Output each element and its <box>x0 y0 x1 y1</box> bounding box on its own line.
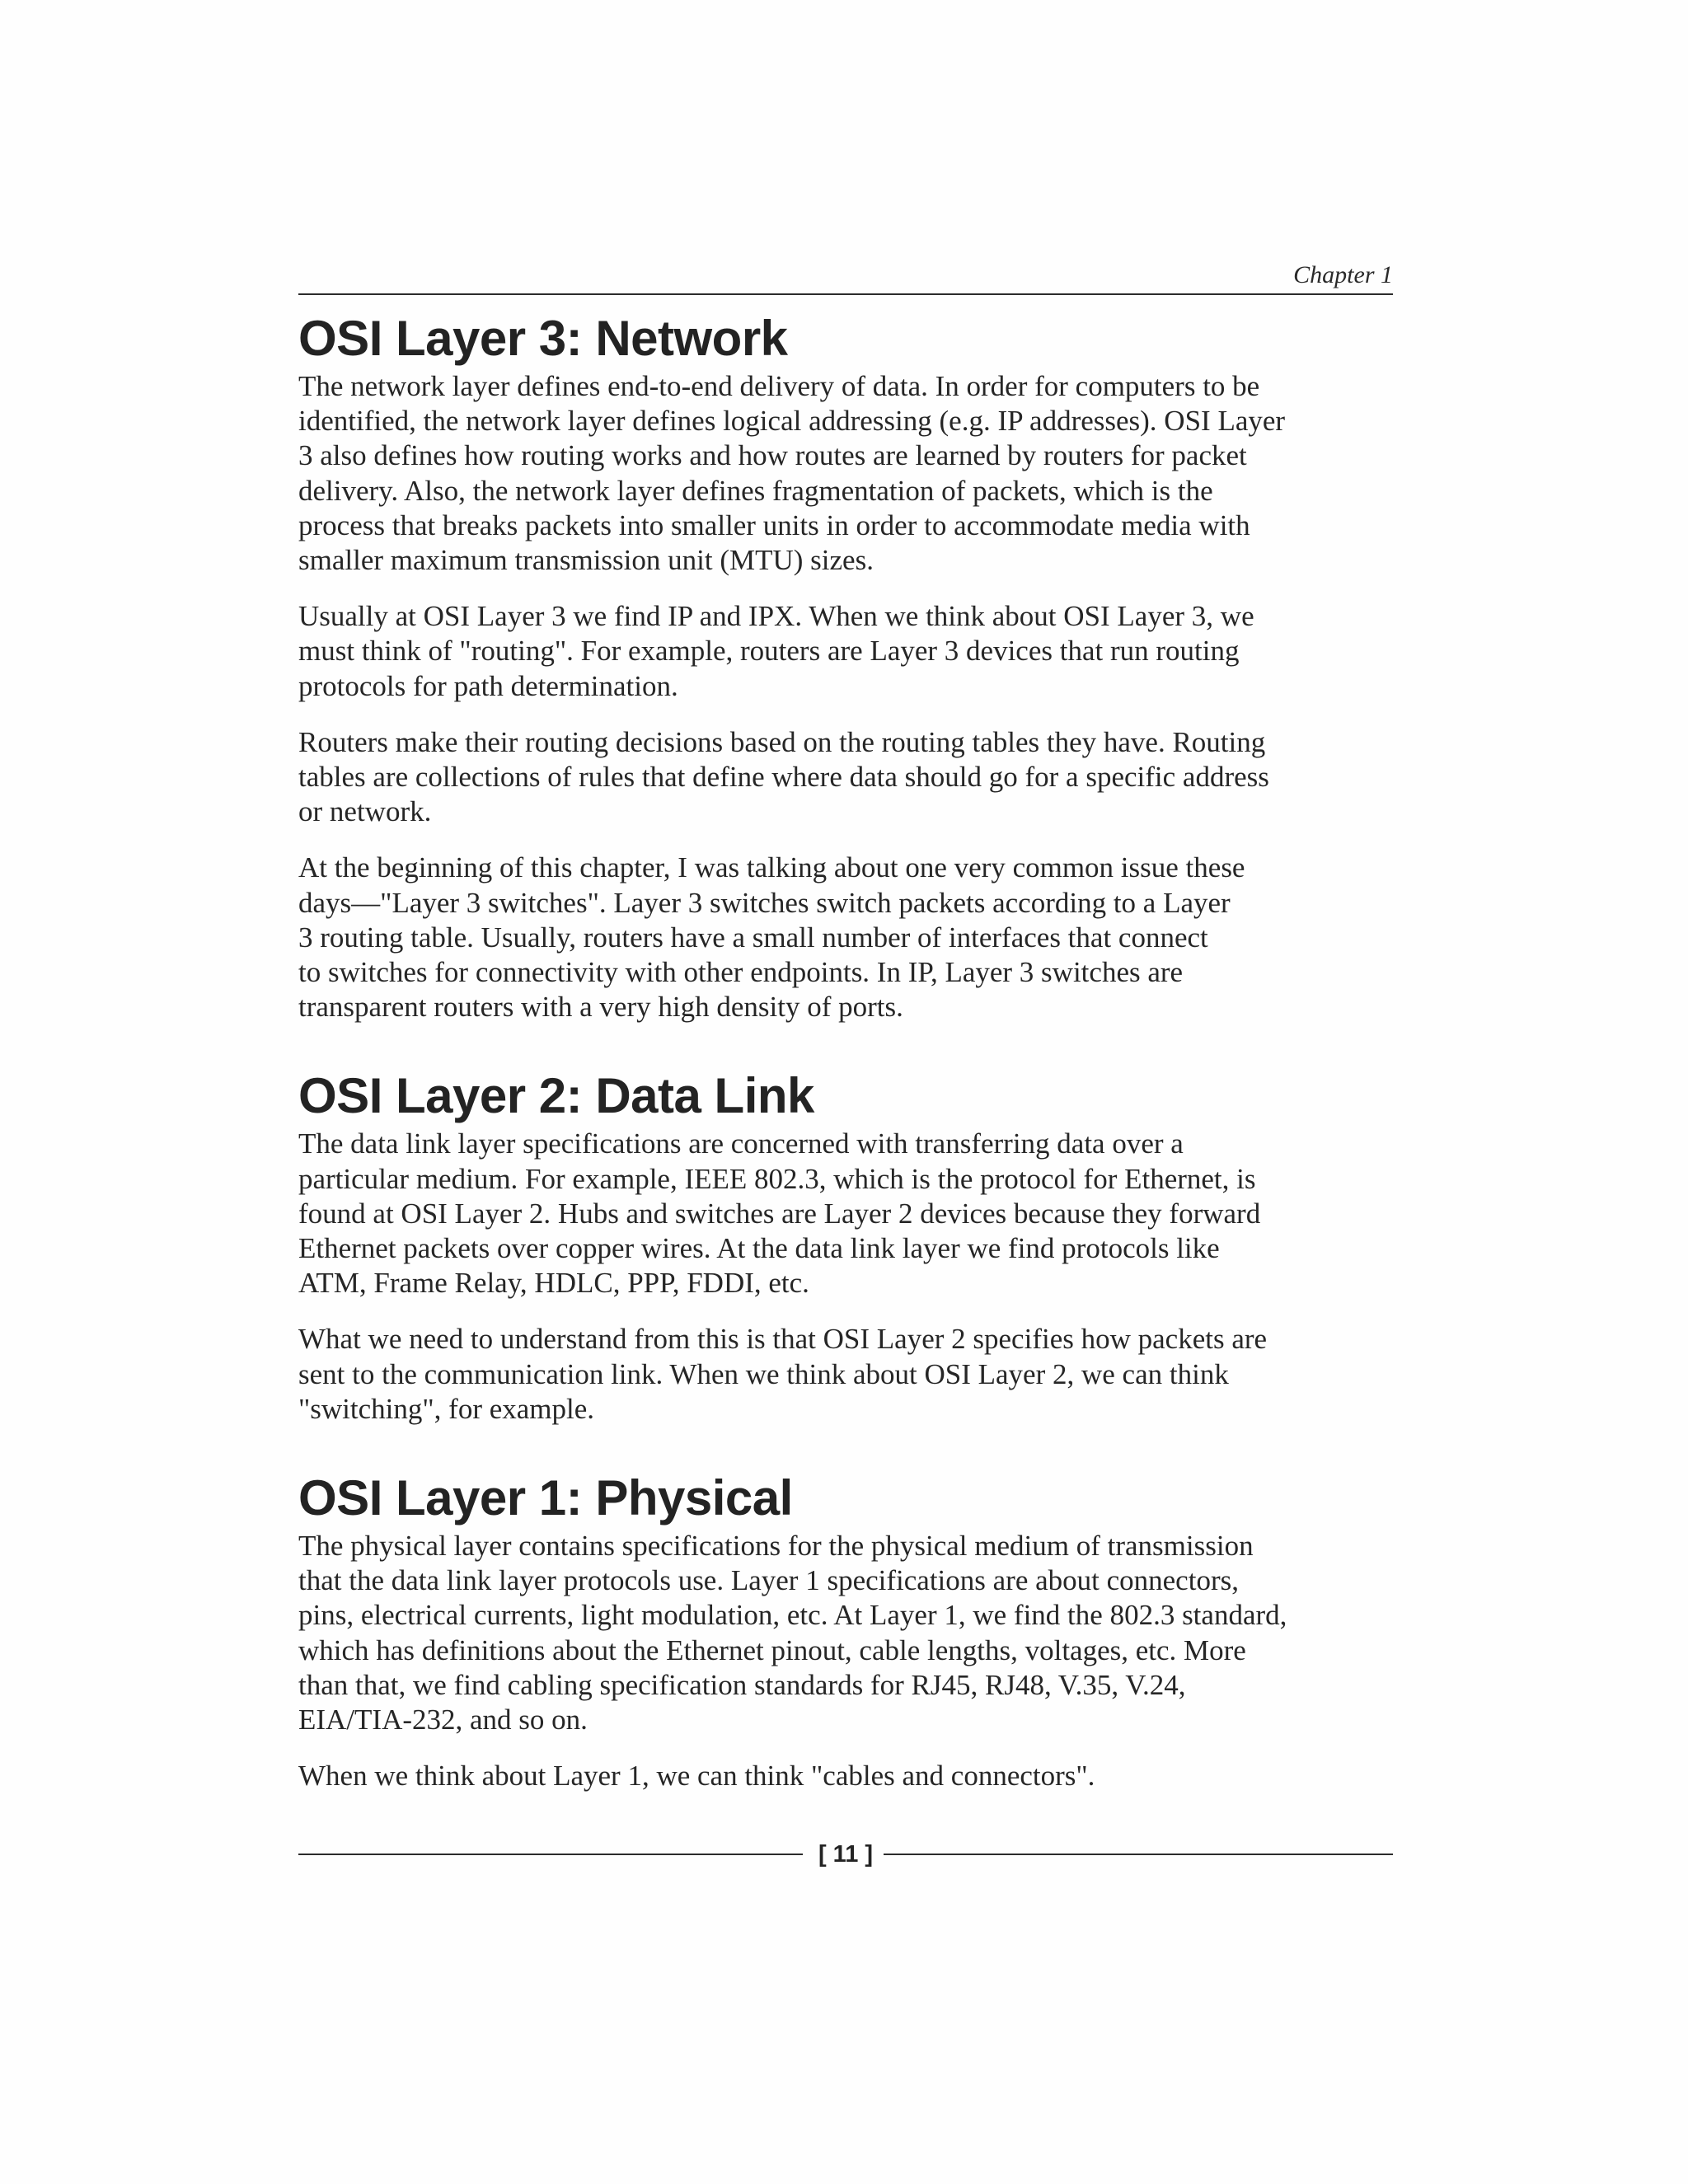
paragraph: What we need to understand from this is that OSI Layer 2 specifies how packets are sent to the communication link. When we think about OSI Layer 2, we can think "switching", for example. <box>298 1323 1268 1425</box>
paragraph: The physical layer contains specifications for the physical medium of transmission that the data link layer protocols use. Layer 1 specifications are about connectors, pins, electrical currents, light modulation, etc. At Layer 1, we find the 802.3 standard, which has definitions about the Ethernet pinout, cable lengths, voltages, etc. More than that, we find cabling specification standards for RJ45, RJ48, V.35, V.24, EIA/TIA-232, and so on. <box>298 1530 1287 1736</box>
footer-rule-right <box>884 1854 1393 1855</box>
section-heading-layer-2: OSI Layer 2: Data Link <box>298 1068 814 1124</box>
page-body <box>298 308 1393 1794</box>
paragraph: When we think about Layer 1, we can think "cables and connectors". <box>298 1760 1095 1793</box>
section-heading-layer-3: OSI Layer 3: Network <box>298 311 788 366</box>
paragraph: Routers make their routing decisions based on the routing tables they have. Routing tables are collections of rules that define where data should go for a specific address or network. <box>298 725 1269 828</box>
section-heading-layer-1: OSI Layer 1: Physical <box>298 1470 793 1526</box>
chapter-label: Chapter 1 <box>1293 261 1393 288</box>
page-footer <box>298 1838 1393 1871</box>
page-number: [ 11 ] <box>818 1841 874 1868</box>
paragraph: The data link layer specifications are concerned with transferring data over a particular medium. For example, IEEE 802.3, which is the protocol for Ethernet, is found at OSI Layer 2. Hubs and switches are Layer 2 devices because they forward Ethernet packets over copper wires. At the data link layer we find protocols like ATM, Frame Relay, HDLC, PPP, FDDI, etc. <box>298 1127 1261 1300</box>
running-header <box>298 257 1393 295</box>
paragraph: At the beginning of this chapter, I was talking about one very common issue these days—"Layer 3 switches". Layer 3 switches switch packets according to a Layer 3 routing table. Usually, routers have a small number of interfaces that connect to switches for connectivity with other endpoints. In IP, Layer 3 switches are transparent routers with a very high density of ports. <box>298 851 1245 1024</box>
paragraph: Usually at OSI Layer 3 we find IP and IPX. When we think about OSI Layer 3, we must think of "routing". For example, routers are Layer 3 devices that run routing protocols for path determination. <box>298 600 1254 702</box>
paragraph: The network layer defines end-to-end delivery of data. In order for computers to be identified, the network layer defines logical addressing (e.g. IP addresses). OSI Layer 3 also defines how routing works and how routes are learned by routers for packet delivery. Also, the network layer defines fragmentation of packets, which is the process that breaks packets into smaller units in order to accommodate media with smaller maximum transmission unit (MTU) sizes. <box>298 370 1286 577</box>
footer-rule-left <box>298 1854 803 1855</box>
